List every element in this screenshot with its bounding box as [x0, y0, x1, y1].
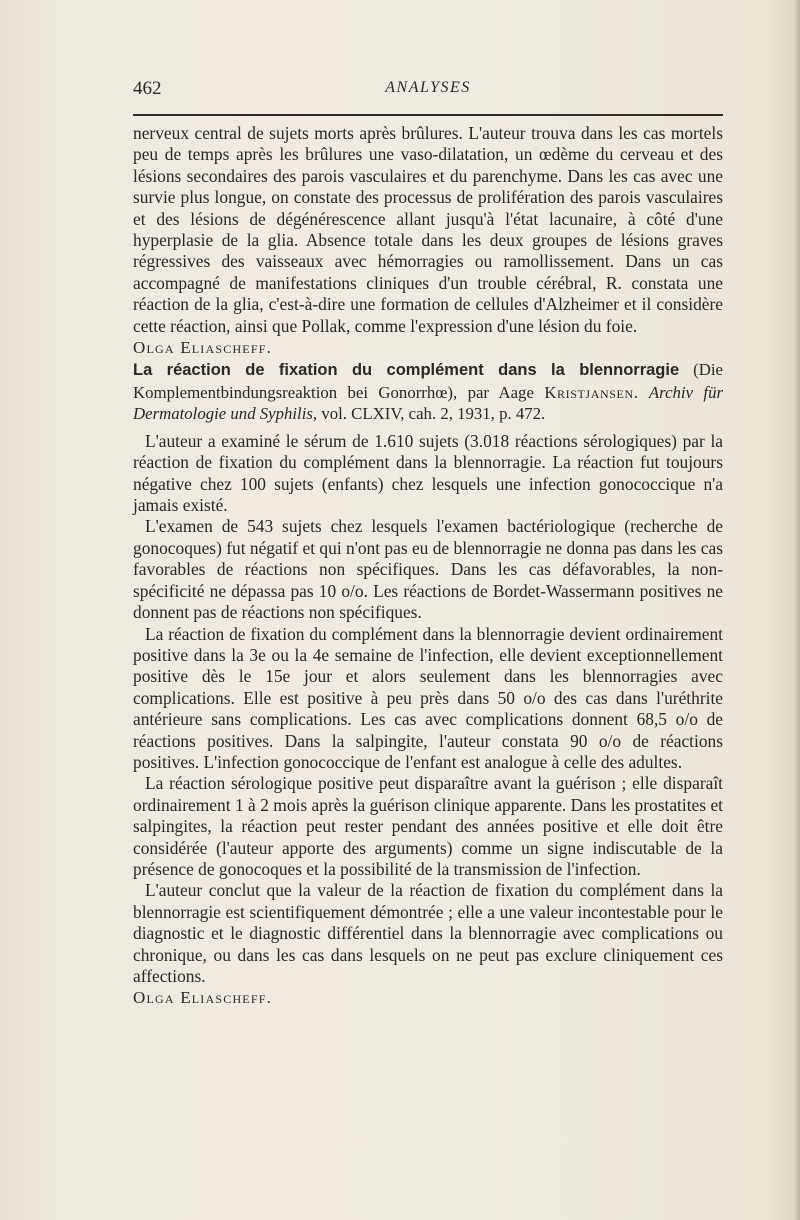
- paragraph: L'auteur a examiné le sérum de 1.610 sujets (3.018 réactions sérologiques) par la réaction de fixation du complément dans la blennorragie. La réaction fut toujours négative chez 100 sujets (enfants) chez lesquels une infection gonococcique n'a jamais existé.: [133, 430, 723, 516]
- article-journal: Archiv für Dermatologie und Syphilis,: [133, 382, 724, 424]
- article-author: Kristjansen.: [544, 382, 639, 402]
- page-body: [133, 123, 723, 1009]
- article-author-prefix: par Aage: [467, 382, 534, 402]
- article-title-block: [133, 359, 723, 425]
- page-header: [133, 78, 723, 102]
- header-rule: [133, 114, 723, 116]
- running-title: ANALYSES: [385, 79, 471, 96]
- article-title-original: (Die Komplementbindungsreaktion bei Gonorrhœ),: [133, 360, 723, 402]
- article-title: La réaction de fixation du complément dans la blennorragie: [133, 361, 680, 380]
- page-edge-shadow: [794, 0, 800, 1220]
- paragraph: La réaction sérologique positive peut disparaître avant la guérison ; elle disparaît ordinairement 1 à 2 mois après la guérison clinique apparente. Dans les prostatites et salpingites, la réaction peut rester pendant des années positive et elle doit être considérée (l'auteur apporte des arguments) comme un signe indiscutable de la présence de gonocoques et la possibilité de la transmission de l'infection.: [133, 773, 723, 879]
- signature: Olga Eliascheff.: [133, 338, 273, 358]
- signature: Olga Eliascheff.: [133, 988, 273, 1008]
- paragraph: L'auteur conclut que la valeur de la réaction de fixation du complément dans la blennorragie est scientifiquement démontrée ; elle a une valeur incontestable pour le diagnostic et le diagnostic différentiel dans la blennorragie avec complications ou chronique, ou dans les cas dans lesquels on ne peut pas exclure cliniquement ces affections.: [133, 880, 723, 986]
- page-number: 462: [133, 78, 162, 99]
- article-citation: vol. CLXIV, cah. 2, 1931, p. 472.: [321, 404, 546, 424]
- paragraph-continued: nerveux central de sujets morts après brûlures. L'auteur trouva dans les cas mortels peu de temps après les brûlures une vaso-dilatation, un œdème du cerveau et des lésions secondaires des parois vasculaires et du parenchyme. Dans les cas avec une survie plus longue, on constate des processus de prolifération des parois vasculaires et des lésions de dégénérescence allant jusqu'à l'état lacunaire, à côté d'une hyperplasie de la glia. Absence totale dans les deux groupes de lésions graves régressives des vaisseaux avec hémorragies ou ramollissement. Dans un cas accompagné de manifestations cliniques d'un trouble cérébral, R. constata une réaction de la glia, c'est-à-dire une formation de cellules d'Alzheimer et il considère cette réaction, ainsi que Pollak, comme l'expression d'une lésion du foie.: [133, 123, 723, 336]
- article-body: [133, 431, 723, 1010]
- paragraph: La réaction de fixation du complément dans la blennorragie devient ordinairement positive dans la 3e ou la 4e semaine de l'infection, elle devient exceptionnellement positive dès le 15e jour et alors seulement dans les blennorragies avec complications. Elle est positive à peu près dans 50 o/o des cas dans l'uréthrite antérieure sans complications. Les cas avec complications donnent 68,5 o/o de réactions positives. Dans la salpingite, l'auteur constata 90 o/o de réactions positives. L'infection gonococcique de l'enfant est analogue à celle des adultes.: [133, 623, 723, 772]
- paragraph: L'examen de 543 sujets chez lesquels l'examen bactériologique (recherche de gonocoques) fut négatif et qui n'ont pas eu de blennorragie ne donna pas dans les cas favorables de réactions non spécifiques. Dans les cas défavorables, la non-spécificité ne dépassa pas 10 o/o. Les réactions de Bordet-Wassermann positives ne donnent pas de réactions non spécifiques.: [133, 516, 723, 623]
